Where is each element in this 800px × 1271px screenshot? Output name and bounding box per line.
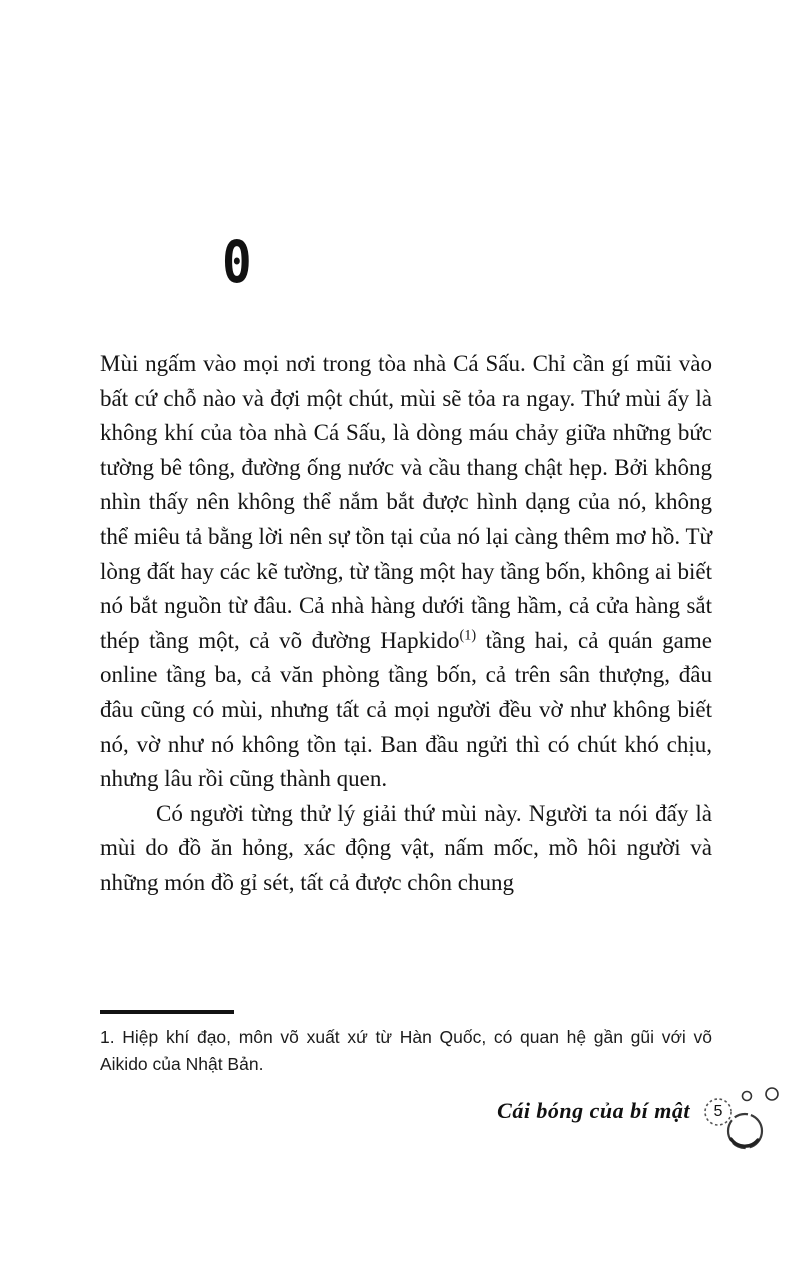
footer-book-title: Cái bóng của bí mật (497, 1098, 690, 1123)
paragraph-text: Mùi ngấm vào mọi nơi trong tòa nhà Cá Sấu. Chỉ cần gí mũi vào bất cứ chỗ nào và đợi một chút, mùi sẽ tỏa ra ngay. Thứ mùi ấy là không khí của tòa nhà Cá Sấu, là dòng máu chảy giữa những bức tường bê tông, đường ống nước và cầu thang chật hẹp. Bởi không nhìn thấy nên không thể nắm bắt được hình dạng của nó, không thể miêu tả bằng lời nên sự tồn tại của nó lại càng thêm mơ hồ. Từ lòng đất hay các kẽ tường, từ tầng một hay tầng bốn, không ai biết nó bắt nguồn từ đâu. Cả nhà hàng dưới tầng hầm, cả cửa hàng sắt thép tầng một, cả võ đường Hapkido (100, 351, 712, 653)
footnote-divider (100, 1010, 234, 1014)
footnote-ref: (1) (459, 627, 477, 644)
body-text (100, 347, 712, 901)
chapter-number: 0 (222, 228, 253, 296)
paragraph (100, 347, 712, 797)
paragraph: Có người từng thử lý giải thứ mùi này. Người ta nói đấy là mùi do đồ ăn hỏng, xác động vật, nấm mốc, mồ hôi người và những món đồ gỉ sét, tất cả được chôn chung (100, 800, 712, 895)
footnote-text: 1. Hiệp khí đạo, môn võ xuất xứ từ Hàn Quốc, có quan hệ gần gũi với võ Aikido của Nhật Bản. (100, 1027, 712, 1074)
page-number-badge: 5 (713, 1103, 723, 1120)
paragraph-text: tầng hai, cả quán game online tầng ba, cả văn phòng tầng bốn, cả trên sân thượng, đâu đâu cũng có mùi, nhưng tất cả mọi người đều vờ như không biết nó, vờ như nó không tồn tại. Ban đầu ngửi thì có chút khó chịu, nhưng lâu rồi cũng thành quen. (100, 627, 712, 792)
